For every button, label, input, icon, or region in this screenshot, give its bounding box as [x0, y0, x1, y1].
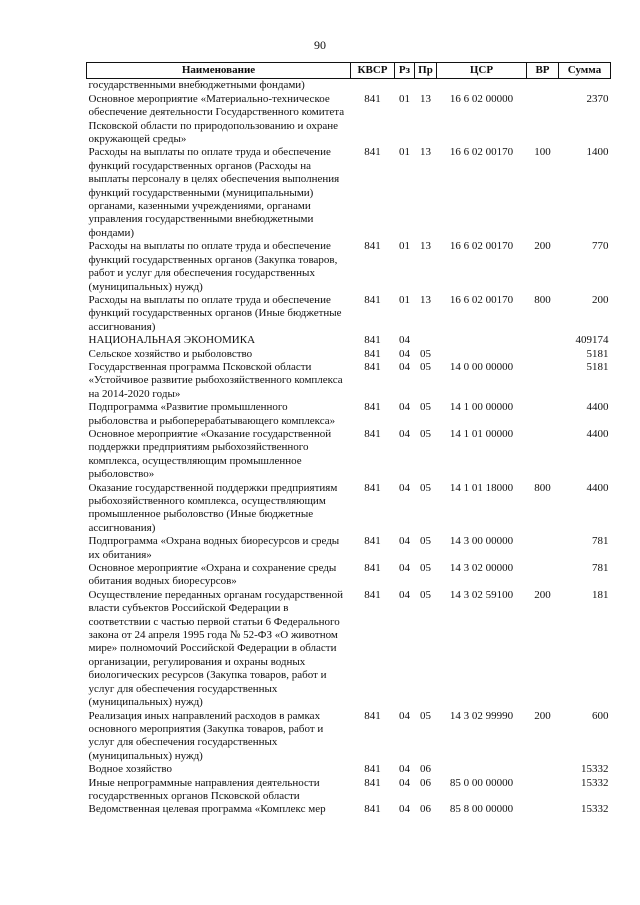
header-sum: Сумма	[559, 63, 611, 79]
cell-pr: 05	[420, 562, 431, 575]
cell-vr	[527, 428, 559, 482]
budget-table	[86, 62, 611, 817]
cell-csr	[437, 763, 527, 776]
table-row	[87, 535, 611, 562]
cell-rz: 01	[399, 146, 410, 159]
table-row	[87, 401, 611, 428]
table-header-row	[87, 63, 611, 79]
cell-vr: 100	[534, 146, 551, 159]
cell-csr: 14 3 02 99990	[449, 709, 514, 722]
cell-rz: 04	[399, 535, 410, 548]
cell-pr: 05	[420, 347, 431, 360]
cell-csr: 14 1 01 18000	[449, 481, 514, 494]
header-vr: ВР	[527, 63, 559, 79]
cell-vr: 800	[534, 293, 551, 306]
cell-kvsr: 841	[364, 481, 381, 494]
cell-sum: 4400	[586, 401, 609, 414]
cell-vr	[527, 348, 559, 361]
cell-kvsr: 841	[364, 803, 381, 816]
cell-sum: 4400	[586, 427, 609, 440]
cell-pr: 13	[420, 293, 431, 306]
cell-sum: 409174	[575, 334, 609, 347]
cell-pr	[415, 334, 437, 347]
cell-vr	[527, 777, 559, 804]
table-row	[87, 428, 611, 482]
cell-vr	[527, 763, 559, 776]
cell-pr: 05	[420, 535, 431, 548]
cell-sum: 15332	[581, 776, 609, 789]
cell-csr: 14 0 00 00000	[449, 360, 514, 373]
cell-csr: 14 3 02 00000	[449, 562, 514, 575]
cell-kvsr: 841	[364, 763, 381, 776]
cell-kvsr: 841	[364, 146, 381, 159]
header-kvsr: КВСР	[351, 63, 395, 79]
cell-pr: 05	[420, 360, 431, 373]
table-row	[87, 93, 611, 147]
cell-vr	[527, 401, 559, 428]
cell-name: Основное мероприятие «Оказание государственной поддержки предприятиям рыбохозяйственного комплекса, осуществляющим промышленное рыболовство»	[88, 427, 332, 481]
table-row	[87, 294, 611, 334]
cell-pr: 13	[420, 146, 431, 159]
cell-vr	[527, 361, 559, 401]
cell-name: Сельское хозяйство и рыболовство	[88, 347, 253, 360]
cell-kvsr: 841	[364, 92, 381, 105]
cell-rz: 04	[399, 347, 410, 360]
cell-sum: 200	[592, 293, 609, 306]
cell-pr: 06	[420, 763, 431, 776]
cell-rz: 04	[399, 360, 410, 373]
cell-pr: 05	[420, 588, 431, 601]
cell-rz: 04	[399, 776, 410, 789]
table-row	[87, 710, 611, 764]
cell-name: государственными внебюджетными фондами)	[88, 79, 305, 92]
cell-kvsr: 841	[364, 535, 381, 548]
cell-name: Оказание государственной поддержки предприятиям рыбохозяйственного комплекса, осуществляющим промышленное рыболовство (Иные бюджетные ассигнования)	[88, 481, 338, 534]
table-row	[87, 589, 611, 710]
cell-kvsr: 841	[364, 562, 381, 575]
cell-kvsr: 841	[364, 588, 381, 601]
cell-kvsr: 841	[364, 401, 381, 414]
cell-csr: 14 3 00 00000	[449, 535, 514, 548]
cell-csr	[437, 334, 527, 347]
cell-name: Подпрограмма «Охрана водных биоресурсов и среды их обитания»	[88, 535, 340, 561]
cell-name: Расходы на выплаты по оплате труда и обеспечение функций государственных органов (Иные бюджетные ассигнования)	[88, 293, 342, 333]
cell-name: Подпрограмма «Развитие промышленного рыболовства и рыбоперерабатывающего комплекса»	[88, 401, 336, 427]
cell-name: Расходы на выплаты по оплате труда и обеспечение функций государственных органов (Закупка товаров, работ и услуг для обеспечения государственных (муниципальных) нужд)	[88, 240, 338, 293]
cell-name: НАЦИОНАЛЬНАЯ ЭКОНОМИКА	[88, 334, 256, 347]
cell-pr: 05	[420, 427, 431, 440]
cell-pr: 05	[420, 481, 431, 494]
cell-vr	[527, 334, 559, 347]
table-row	[87, 79, 611, 93]
cell-kvsr: 841	[364, 293, 381, 306]
cell-name: Государственная программа Псковской области «Устойчивое развитие рыбохозяйственного комплекса на 2014-2020 годы»	[88, 360, 343, 400]
cell-kvsr: 841	[364, 427, 381, 440]
table-row	[87, 240, 611, 294]
cell-kvsr: 841	[364, 709, 381, 722]
cell-name: Основное мероприятие «Охрана и сохранение среды обитания водных биоресурсов»	[88, 562, 337, 588]
cell-csr: 85 8 00 00000	[449, 803, 514, 816]
table-row	[87, 146, 611, 240]
cell-rz: 04	[399, 588, 410, 601]
cell-csr: 85 0 00 00000	[449, 776, 514, 789]
cell-vr	[527, 93, 559, 147]
cell-name: Реализация иных направлений расходов в рамках основного мероприятия (Закупка товаров, работ и услуг для обеспечения государственных (муниципальных) нужд)	[88, 709, 324, 762]
cell-rz: 04	[399, 709, 410, 722]
cell-rz: 01	[399, 92, 410, 105]
cell-sum: 5181	[586, 347, 609, 360]
cell-rz: 04	[399, 427, 410, 440]
cell-name: Основное мероприятие «Материально-техническое обеспечение деятельности Государственного комитета Псковской области по природопользованию и охране окружающей среды»	[88, 92, 345, 146]
cell-csr: 16 6 02 00170	[449, 146, 514, 159]
cell-vr	[527, 79, 559, 93]
cell-rz: 04	[399, 562, 410, 575]
cell-name: Ведомственная целевая программа «Комплекс мер	[88, 803, 326, 816]
cell-sum	[559, 79, 611, 93]
cell-kvsr: 841	[364, 776, 381, 789]
table-row	[87, 482, 611, 536]
cell-kvsr: 841	[364, 360, 381, 373]
cell-name: Иные непрограммные направления деятельности государственных органов Псковской области	[88, 776, 320, 802]
cell-vr	[527, 803, 559, 816]
table-row	[87, 763, 611, 776]
cell-pr: 06	[420, 803, 431, 816]
cell-pr: 13	[420, 240, 431, 253]
cell-rz: 04	[399, 481, 410, 494]
cell-sum: 15332	[581, 803, 609, 816]
cell-sum: 781	[592, 535, 609, 548]
cell-kvsr: 841	[364, 240, 381, 253]
cell-name: Водное хозяйство	[88, 763, 172, 776]
cell-csr: 16 6 02 00170	[449, 240, 514, 253]
header-csr: ЦСР	[437, 63, 527, 79]
cell-kvsr	[351, 79, 395, 93]
cell-csr: 14 1 00 00000	[449, 401, 514, 414]
cell-pr: 05	[420, 709, 431, 722]
cell-sum: 781	[592, 562, 609, 575]
cell-sum: 15332	[581, 763, 609, 776]
cell-sum: 2370	[586, 92, 609, 105]
page-number: 90	[314, 38, 326, 52]
cell-vr	[527, 562, 559, 589]
cell-vr	[527, 535, 559, 562]
cell-vr: 800	[534, 481, 551, 494]
cell-rz: 01	[399, 293, 410, 306]
cell-name: Осуществление переданных органам государственной власти субъектов Российской Федерации в соответствии с частью первой статьи 6 Федерального закона от 24 апреля 1995 года № 52-ФЗ «О животном мире» полномочий Российской Федерации в области организации, регулирования и охраны водных биологических ресурсов (Закупка товаров, работ и услуг для обеспечения государственных (муниципальных) нужд)	[88, 588, 343, 709]
cell-sum: 4400	[586, 481, 609, 494]
cell-name: Расходы на выплаты по оплате труда и обеспечение функций государственных органов (Расходы на выплаты персоналу в целях обеспечения выполнения функций государственными (муниципальными) органами, казенными учреждениями, органами управления государственными внебюджетными фондами)	[88, 146, 340, 239]
cell-pr: 05	[420, 401, 431, 414]
cell-vr: 200	[534, 240, 551, 253]
cell-csr	[437, 348, 527, 361]
cell-pr: 13	[420, 92, 431, 105]
cell-vr: 200	[534, 588, 551, 601]
cell-rz: 04	[399, 401, 410, 414]
header-pr: Пр	[415, 63, 437, 79]
cell-rz: 04	[399, 803, 410, 816]
cell-csr: 16 6 02 00170	[449, 293, 514, 306]
cell-csr: 14 3 02 59100	[449, 588, 514, 601]
cell-sum: 5181	[586, 360, 609, 373]
table-row	[87, 777, 611, 804]
table-row	[87, 361, 611, 401]
cell-pr: 06	[420, 776, 431, 789]
cell-sum: 1400	[586, 146, 609, 159]
table-row	[87, 334, 611, 347]
table-row	[87, 348, 611, 361]
cell-rz	[395, 79, 415, 93]
cell-rz: 04	[399, 334, 410, 347]
cell-sum: 770	[592, 240, 609, 253]
cell-csr: 16 6 02 00000	[449, 92, 514, 105]
cell-rz: 01	[399, 240, 410, 253]
cell-csr	[437, 79, 527, 93]
cell-rz: 04	[399, 763, 410, 776]
table-body	[87, 79, 611, 817]
cell-pr	[415, 79, 437, 93]
cell-csr: 14 1 01 00000	[449, 427, 514, 440]
table-row	[87, 562, 611, 589]
cell-kvsr: 841	[364, 347, 381, 360]
cell-kvsr: 841	[364, 334, 381, 347]
cell-vr: 200	[534, 709, 551, 722]
header-rz: Рз	[395, 63, 415, 79]
header-name: Наименование	[87, 63, 351, 79]
cell-sum: 181	[592, 588, 609, 601]
table-row	[87, 803, 611, 816]
cell-sum: 600	[592, 709, 609, 722]
